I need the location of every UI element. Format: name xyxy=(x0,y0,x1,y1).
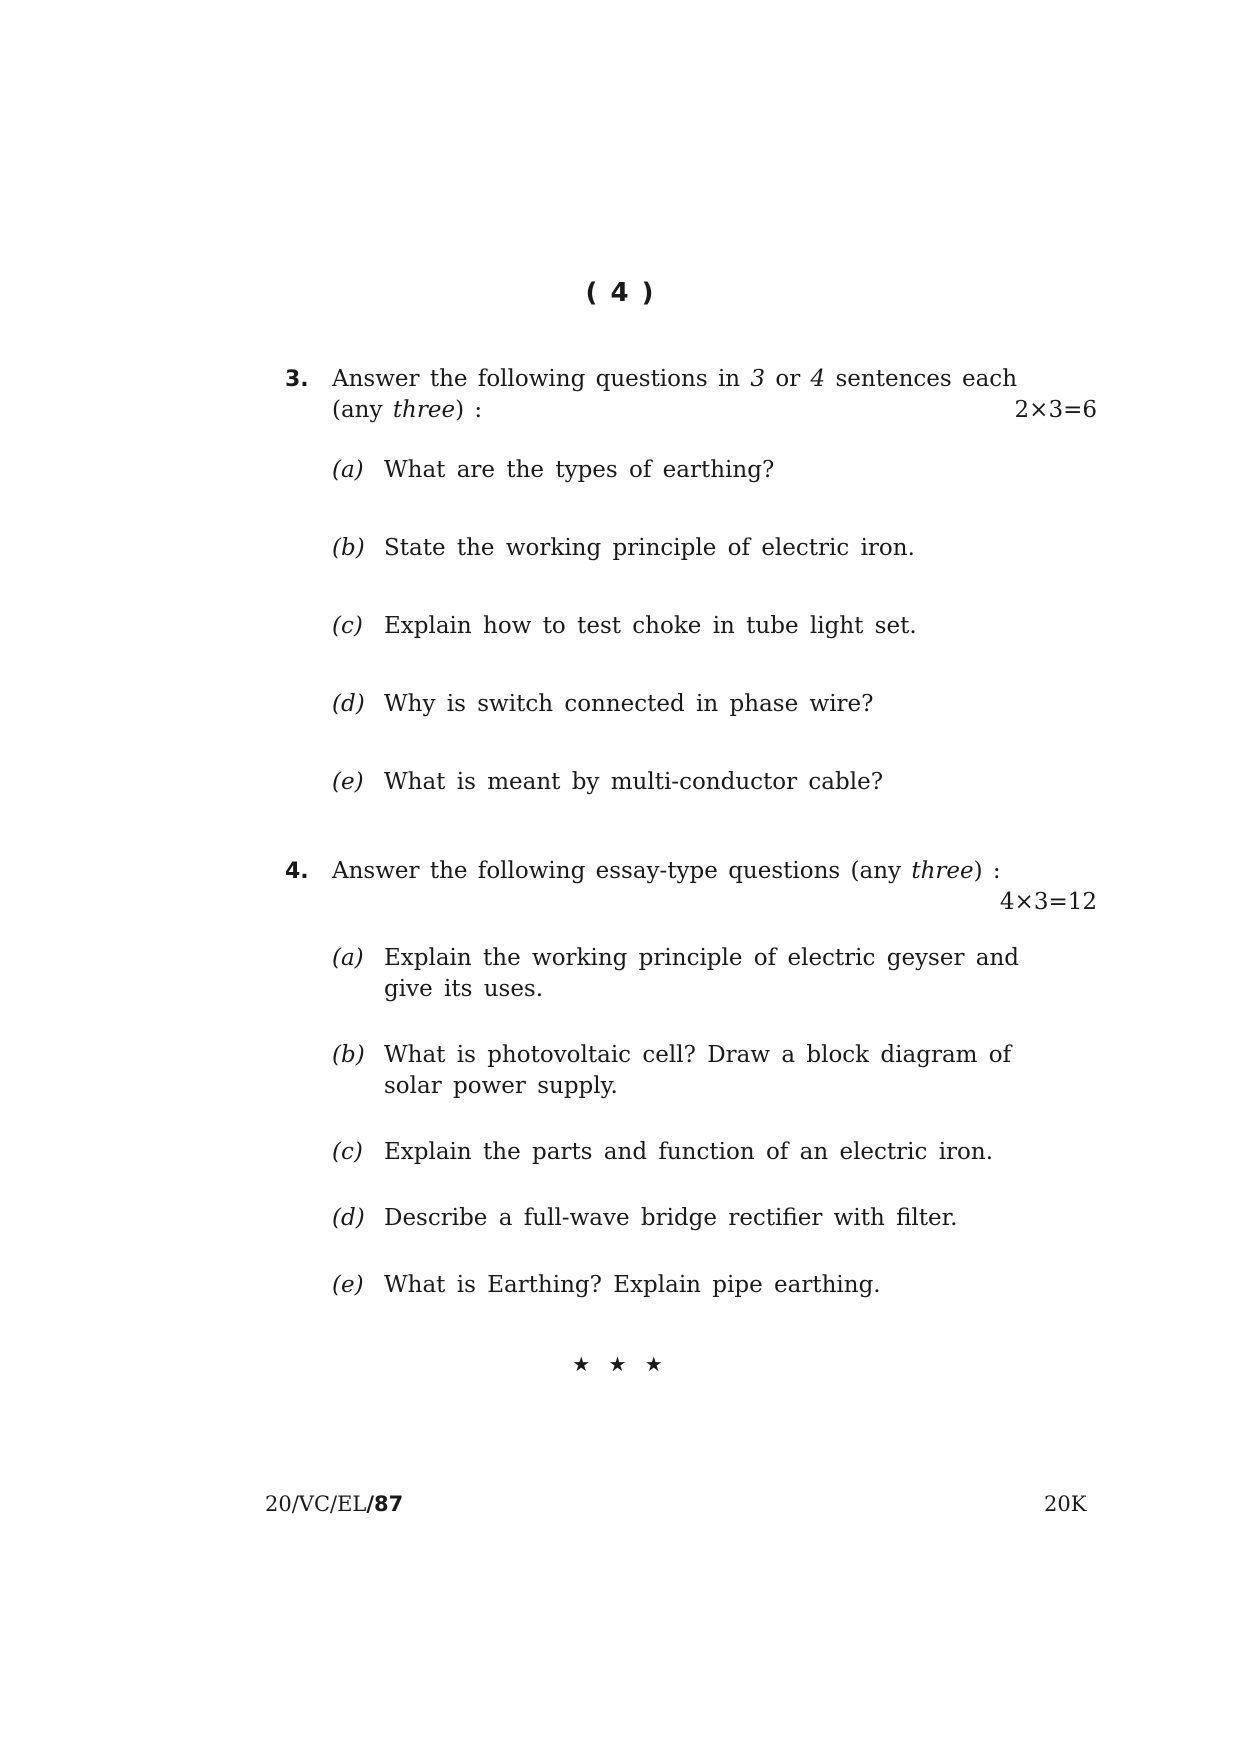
end-marker-stars: ★ ★ ★ xyxy=(572,1352,669,1376)
sub-question-label: (b) xyxy=(332,535,365,561)
marks: 4×3=12 xyxy=(999,889,1097,915)
sub-question-4c xyxy=(332,1137,1062,1168)
question-stem xyxy=(332,856,1097,918)
sub-question-text: What are the types of earthing? xyxy=(384,457,775,483)
sub-question-label: (a) xyxy=(332,945,364,971)
sub-question-text: Explain how to test choke in tube light set. xyxy=(384,613,917,639)
sub-question-label: (d) xyxy=(332,691,365,717)
question-4 xyxy=(285,856,1097,918)
sub-question-3c xyxy=(332,611,1062,642)
sub-question-text: State the working principle of electric iron. xyxy=(384,535,915,561)
sub-question-4d xyxy=(332,1203,1062,1234)
sub-question-label: (c) xyxy=(332,613,363,639)
paper-code: 20/VC/EL/87 xyxy=(265,1492,404,1516)
sub-question-text: Describe a full-wave bridge rectifier with filter. xyxy=(384,1205,958,1231)
sub-question-text: What is meant by multi-conductor cable? xyxy=(384,769,884,795)
sub-question-4b xyxy=(332,1040,1062,1102)
sub-question-4e xyxy=(332,1270,1062,1301)
sub-question-label: (c) xyxy=(332,1139,363,1165)
sub-question-label: (e) xyxy=(332,1272,364,1298)
question-stem-line-1: Answer the following essay-type questions (any three) : xyxy=(332,858,1001,884)
sub-question-3e xyxy=(332,767,1062,798)
print-code: 20K xyxy=(1044,1492,1087,1516)
sub-question-text: Explain the working principle of electric geyser and give its uses. xyxy=(384,945,1020,1002)
question-3 xyxy=(285,364,1097,426)
question-stem-line-2: (any three) : 2×3=6 xyxy=(332,395,1097,426)
sub-question-text: What is Earthing? Explain pipe earthing. xyxy=(384,1272,881,1298)
question-stem-line-1: Answer the following questions in 3 or 4 sentences each xyxy=(332,366,1018,392)
question-stem xyxy=(332,364,1097,426)
question-number: 3. xyxy=(285,367,309,392)
question-number: 4. xyxy=(285,859,309,884)
sub-question-label: (b) xyxy=(332,1042,365,1068)
sub-question-3a xyxy=(332,455,1062,486)
sub-question-3d xyxy=(332,689,1062,720)
sub-question-text: What is photovoltaic cell? Draw a block diagram of solar power supply. xyxy=(384,1042,1012,1099)
sub-question-label: (a) xyxy=(332,457,364,483)
sub-question-text: Explain the parts and function of an electric iron. xyxy=(384,1139,994,1165)
marks: 2×3=6 xyxy=(1014,397,1097,423)
sub-question-text: Why is switch connected in phase wire? xyxy=(384,691,874,717)
sub-question-label: (e) xyxy=(332,769,364,795)
sub-question-label: (d) xyxy=(332,1205,365,1231)
sub-question-4a xyxy=(332,943,1062,1005)
sub-question-3b xyxy=(332,533,1062,564)
page-number: ( 4 ) xyxy=(585,278,656,308)
